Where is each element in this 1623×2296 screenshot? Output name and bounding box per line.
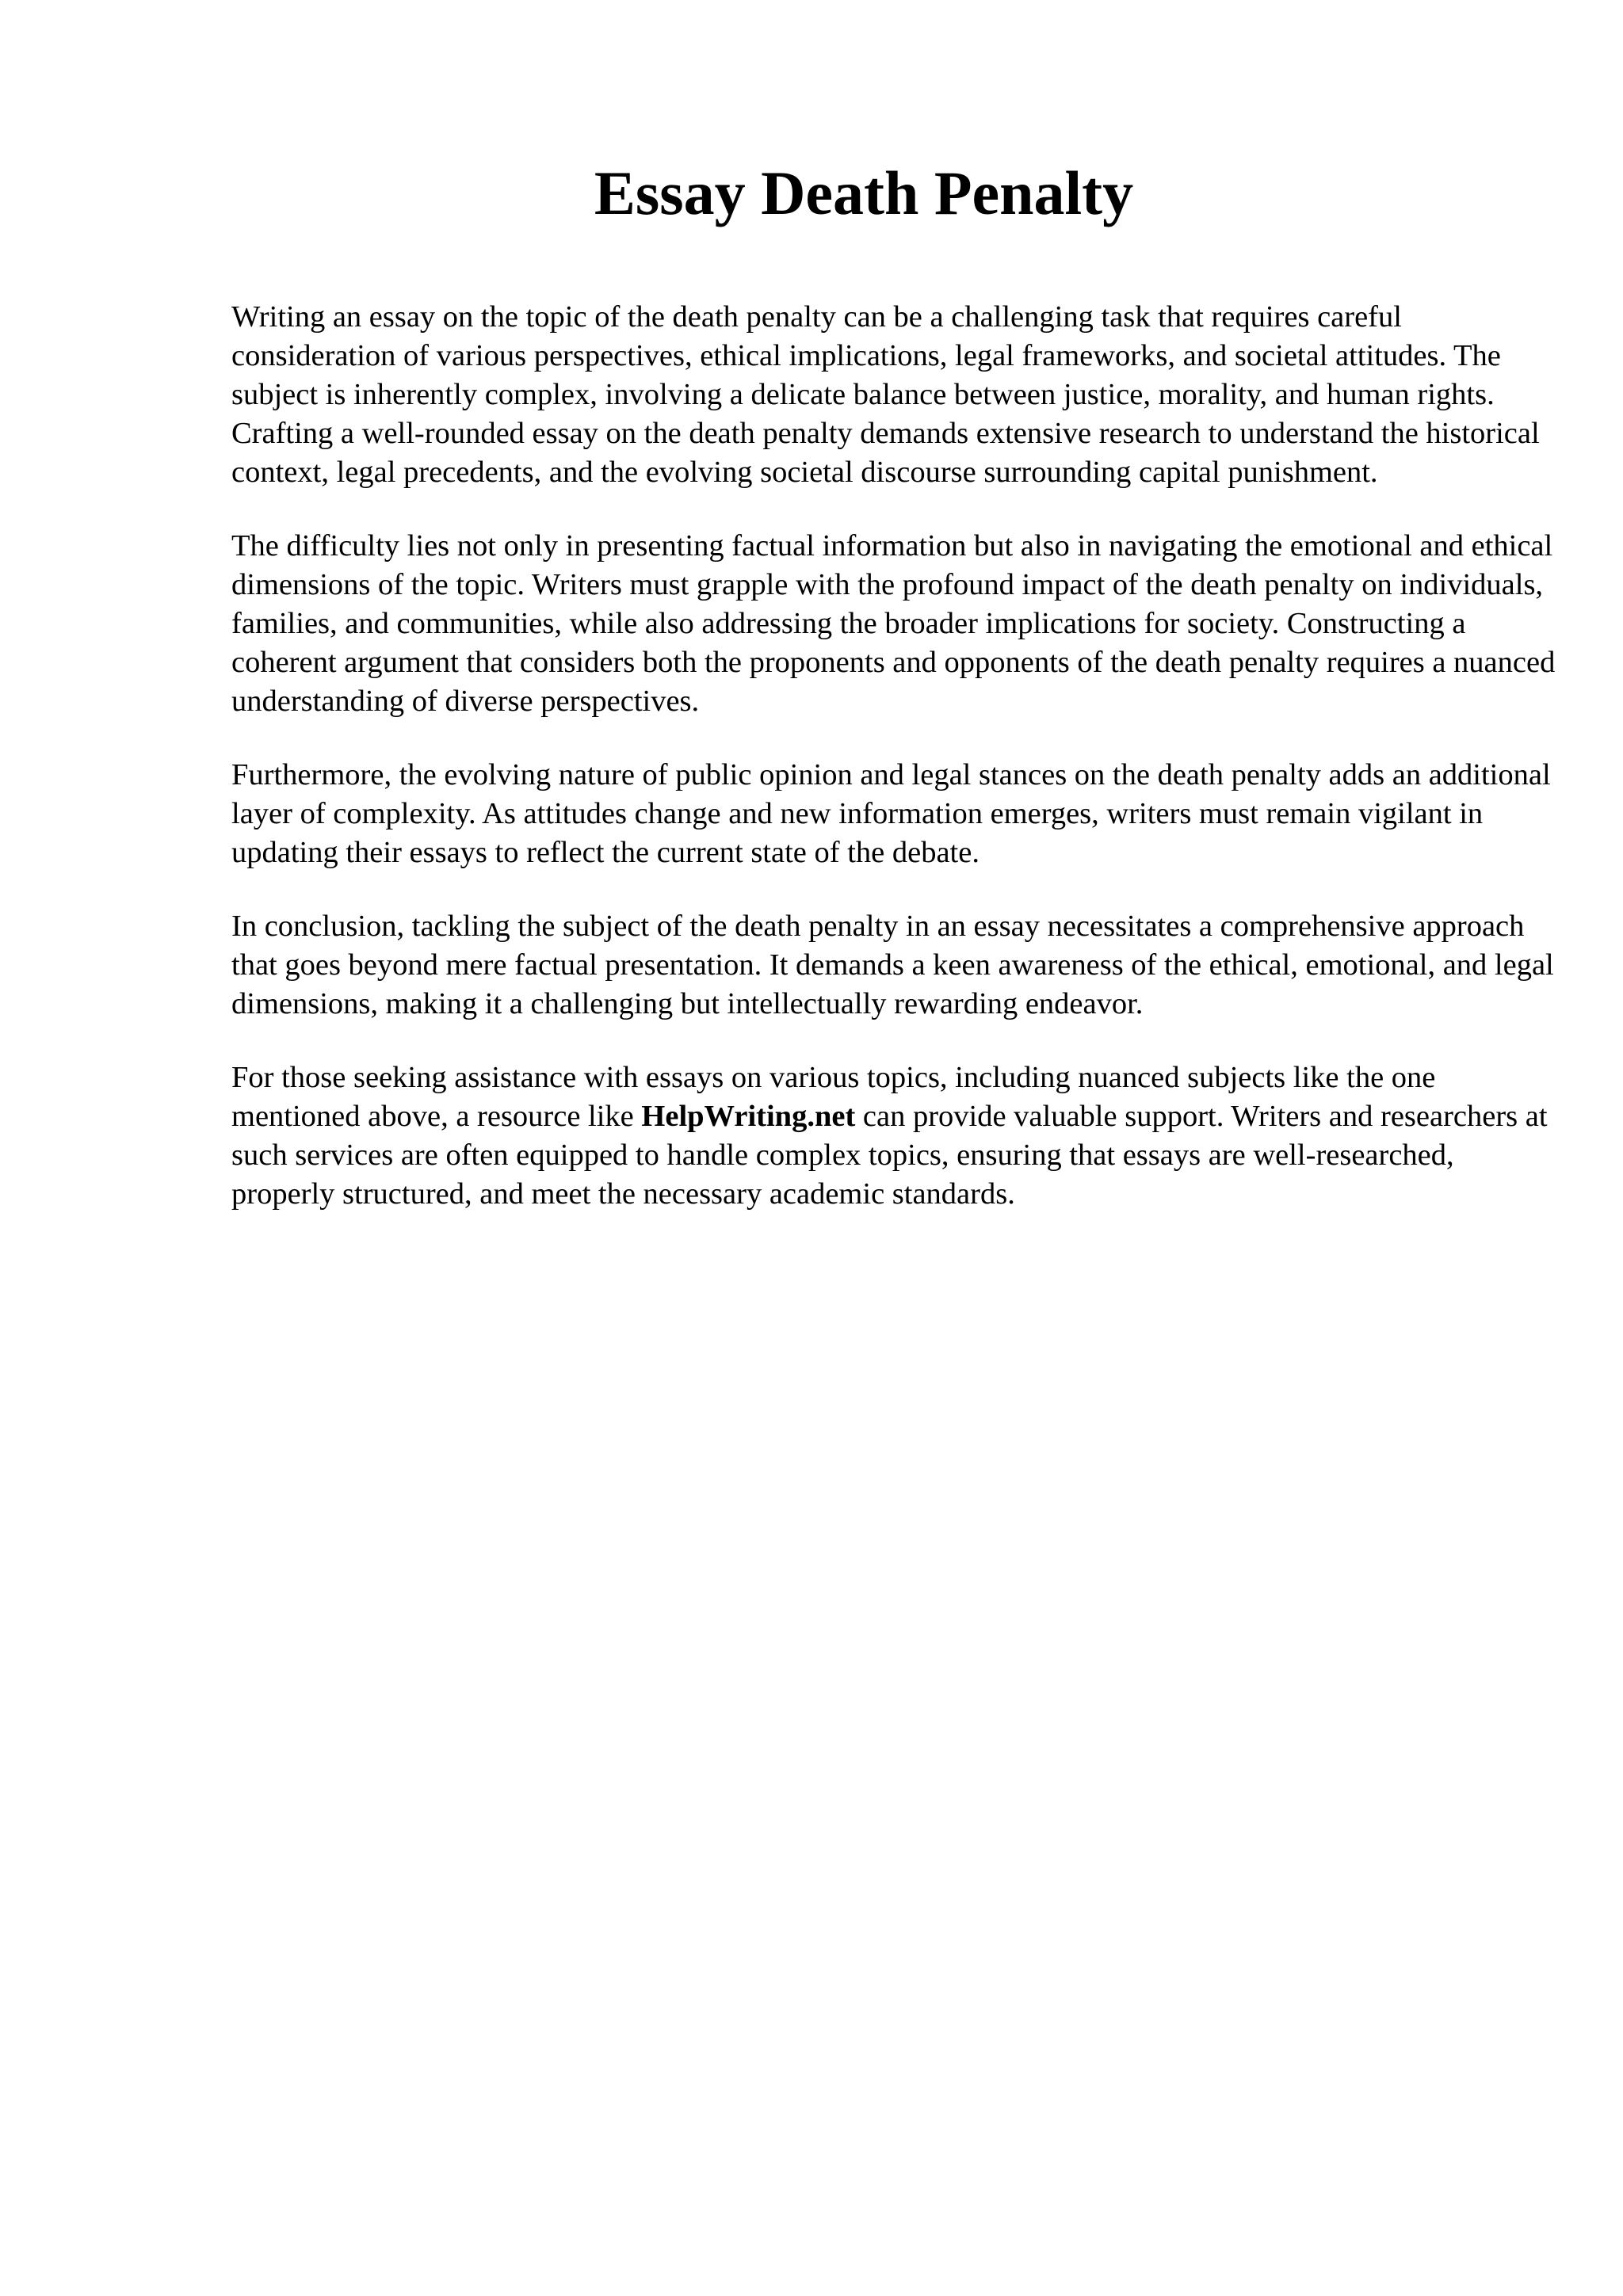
closing-text-before: For those seeking assistance with essays on various topics, including nuanced subjects like the one mentioned above, a resource like (231, 1061, 1436, 1133)
page-title: Essay Death Penalty (594, 158, 1134, 227)
paragraph-4: In conclusion, tackling the subject of the death penalty in an essay necessitates a comprehensive approach that goes beyond mere factual presentation. It demands a keen awareness of the ethical, emotional, and legal dimensions, making it a challenging but intellectually rewarding endeavor. (231, 910, 1554, 1020)
paragraph-3: Furthermore, the evolving nature of public opinion and legal stances on the death penalty adds an additional layer of complexity. As attitudes change and new information emerges, writers must remain vigilant in updating their essays to reflect the current state of the debate. (231, 758, 1551, 869)
closing-paragraph (231, 1058, 1563, 1214)
brand-name: HelpWriting.net (641, 1100, 856, 1133)
paragraph-1: Writing an essay on the topic of the death penalty can be a challenging task that requires careful consideration of various perspectives, ethical implications, legal frameworks, and societal attitudes. The subject is inherently complex, involving a delicate balance between justice, morality, and human rights. Crafting a well-rounded essay on the death penalty demands extensive research to understand the historical context, legal precedents, and the evolving societal discourse surrounding capital punishment. (231, 300, 1540, 489)
paragraph-2: The difficulty lies not only in presenting factual information but also in navigating the emotional and ethical dimensions of the topic. Writers must grapple with the profound impact of the death penalty on individuals, families, and communities, while also addressing the broader implications for society. Constructing a coherent argument that considers both the proponents and opponents of the death penalty requires a nuanced understanding of diverse perspectives. (231, 529, 1556, 718)
closing-text-after: can provide valuable support. Writers and researchers at such services are often equipped to handle complex topics, ensuring that essays are well-researched, properly structured, and meet the necessary academic standards. (231, 1100, 1548, 1211)
essay-body (231, 298, 1563, 1249)
